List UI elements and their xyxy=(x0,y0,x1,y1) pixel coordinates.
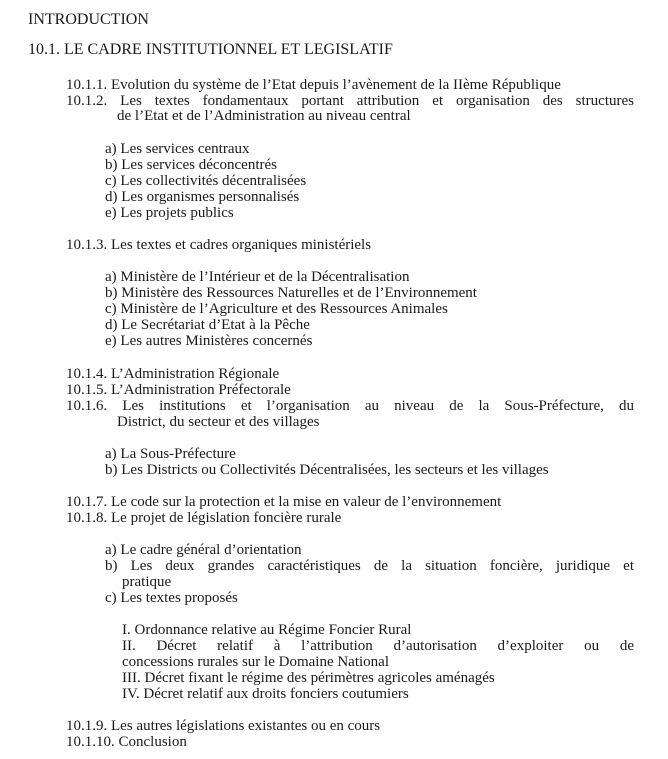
sub-item-districts: b) Les Districts ou Collectivités Décentralisées, les secteurs et les villages xyxy=(105,462,549,478)
toc-item-10-1-2-cont: de l’Etat et de l’Administration au niveau central xyxy=(117,108,411,124)
sub-item-projets-publics: e) Les projets publics xyxy=(105,205,234,221)
sub-item-collectivites: c) Les collectivités décentralisées xyxy=(105,173,307,189)
sub-item-ministere-agriculture: c) Ministère de l’Agriculture et des Ressources Animales xyxy=(105,301,448,317)
section-title: 10.1. LE CADRE INSTITUTIONNEL ET LEGISLATIF xyxy=(28,41,393,58)
toc-item-10-1-7: 10.1.7. Le code sur la protection et la mise en valeur de l’environnement xyxy=(66,494,502,510)
sub-item-ministere-interieur: a) Ministère de l’Intérieur et de la Décentralisation xyxy=(105,269,410,285)
toc-item-10-1-3: 10.1.3. Les textes et cadres organiques ministériels xyxy=(66,237,372,253)
sub-item-ministere-ressources: b) Ministère des Ressources Naturelles et de l’Environnement xyxy=(105,285,477,301)
roman-item-1: I. Ordonnance relative au Régime Foncier Rural xyxy=(122,622,412,638)
toc-item-10-1-4: 10.1.4. L’Administration Régionale xyxy=(66,366,280,382)
sub-item-organismes: d) Les organismes personnalisés xyxy=(105,189,300,205)
toc-item-10-1-6: 10.1.6. Les institutions et l’organisation au niveau de la Sous-Préfecture, du xyxy=(66,398,634,414)
roman-item-2: II. Décret relatif à l’attribution d’autorisation d’exploiter ou de xyxy=(122,638,634,654)
roman-item-4: IV. Décret relatif aux droits fonciers coutumiers xyxy=(122,686,409,702)
toc-item-10-1-2: 10.1.2. Les textes fondamentaux portant attribution et organisation des structures xyxy=(66,93,634,109)
sub-item-textes-proposes: c) Les textes proposés xyxy=(105,590,238,606)
sub-item-autres-ministeres: e) Les autres Ministères concernés xyxy=(105,333,313,349)
toc-item-10-1-10: 10.1.10. Conclusion xyxy=(66,734,187,750)
sub-item-cadre-general: a) Le cadre général d’orientation xyxy=(105,542,302,558)
sub-item-caracteristiques-cont: pratique xyxy=(122,574,172,590)
toc-item-10-1-9: 10.1.9. Les autres législations existantes ou en cours xyxy=(66,718,381,734)
page-heading: INTRODUCTION xyxy=(28,11,149,28)
sub-item-services-centraux: a) Les services centraux xyxy=(105,141,250,157)
toc-item-10-1-6-cont: District, du secteur et des villages xyxy=(117,414,320,430)
toc-item-10-1-5: 10.1.5. L’Administration Préfectorale xyxy=(66,382,291,398)
sub-item-services-deconcentres: b) Les services déconcentrés xyxy=(105,157,278,173)
toc-item-10-1-1: 10.1.1. Evolution du système de l’Etat depuis l’avènement de la IIème République xyxy=(66,77,561,93)
roman-item-3: III. Décret fixant le régime des périmètres agricoles aménagés xyxy=(122,670,495,686)
sub-item-caracteristiques: b) Les deux grandes caractéristiques de la situation foncière, juridique et xyxy=(105,558,634,574)
roman-item-2-cont: concessions rurales sur le Domaine National xyxy=(122,654,390,670)
toc-item-10-1-8: 10.1.8. Le projet de législation foncière rurale xyxy=(66,510,342,526)
sub-item-sous-prefecture: a) La Sous-Préfecture xyxy=(105,446,236,462)
sub-item-secretariat-peche: d) Le Secrétariat d’Etat à la Pêche xyxy=(105,317,310,333)
